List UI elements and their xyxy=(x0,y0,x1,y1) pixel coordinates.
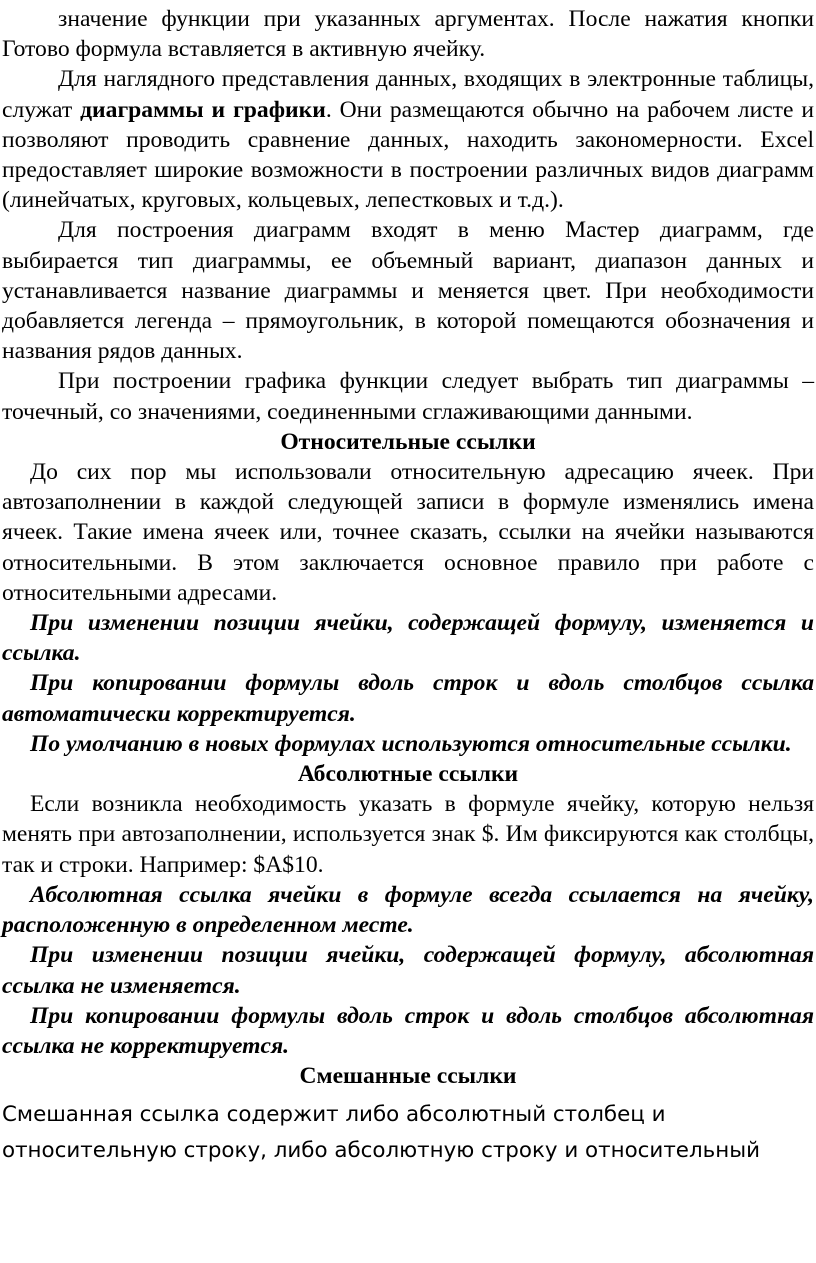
paragraph-charts-intro xyxy=(2,64,814,215)
paragraph-chart-wizard: Для построения диаграмм входят в меню Мастер диаграмм, где выбирается тип диаграммы, ее объемный вариант, диапазон данных и устанавливается название диаграммы и меняется цвет. При необходимости добавляется легенда – прямоугольник, в которой помещаются обозначения и названия рядов данных. xyxy=(2,217,814,365)
paragraph-function-graph: При построении графика функции следует выбрать тип диаграммы – точечный, со значениями, соединенными сглаживающими данными. xyxy=(2,368,814,425)
paragraph-relative-references: До сих пор мы использовали относительную адресацию ячеек. При автозаполнении в каждой следующей записи в формуле изменялись имена ячеек. Такие имена ячеек или, точнее сказать, ссылки на ячейки называются относительными. В этом заключается основное правило при работе с относительными адресами. xyxy=(2,459,814,606)
paragraph-function-wizard: значение функции при указанных аргументах. После нажатия кнопки Готово формула вставляется в активную ячейку. xyxy=(2,6,814,63)
rule-absolute-3: При копировании формулы вдоль строк и вдоль столбцов абсолютная ссылка не корректируется. xyxy=(2,1002,814,1059)
rule-relative-2: При копировании формулы вдоль строк и вдоль столбцов ссылка автоматически корректируется. xyxy=(2,670,814,727)
rule-relative-3: По умолчанию в новых формулах используются относительные ссылки. xyxy=(30,730,792,757)
rule-absolute-1: Абсолютная ссылка ячейки в формуле всегда ссылается на ячейку, расположенную в определенном месте. xyxy=(2,881,814,939)
heading-mixed-references: Смешанные ссылки xyxy=(299,1063,517,1090)
rule-relative-1: При изменении позиции ячейки, содержащей формулу, изменяется и ссылка. xyxy=(2,610,814,667)
charts-intro-bold-term: диаграммы и графики xyxy=(80,96,326,123)
charts-intro-text-start: Для наглядного представления данных, входящих в электронные таблицы, служат xyxy=(2,66,814,123)
heading-absolute-references: Абсолютные ссылки xyxy=(297,761,519,788)
paragraph-mixed-references: Смешанная ссылка содержит либо абсолютный столбец и относительную строку, либо абсолютную строку и относительный xyxy=(2,1102,761,1164)
paragraph-absolute-references: Если возникла необходимость указать в формуле ячейку, которую нельзя менять при автозаполнении, используется знак $. Им фиксируются как столбцы, так и строки. Например: $A$10. xyxy=(2,791,814,878)
heading-relative-references: Относительные ссылки xyxy=(280,428,536,455)
charts-intro-text-end: . Они размещаются обычно на рабочем листе и позволяют проводить сравнение данных, находить закономерности. Excel предоставляет широкие возможности в построении различных видов диаграмм (линейчатых, круговых, кольцевых, лепестковых и т.д.). xyxy=(2,96,814,214)
rule-absolute-2: При изменении позиции ячейки, содержащей формулу, абсолютная ссылка не изменяется. xyxy=(2,942,814,999)
